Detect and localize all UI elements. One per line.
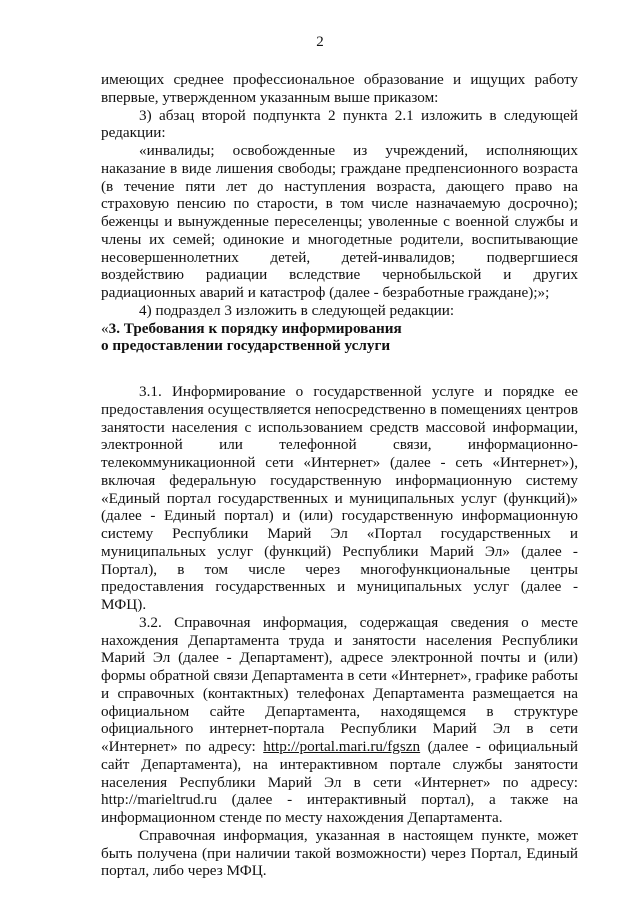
paragraph: 4) подраздел 3 изложить в следующей редакции:	[139, 301, 455, 319]
section-heading-line-2: о предоставлении государственной услуги	[101, 337, 391, 355]
paragraph-text: (далее - официальный сайт Департамента), на интерактивном портале службы занятости населения Республики Марий Эл в сети «Интернет» по адресу: http://marieltrud.ru (далее - интерактивный портал), а также на информационном стенде по месту нахождения Департамента.	[101, 738, 578, 826]
paragraph-text: 3.2. Справочная информация, содержащая сведения о месте нахождения Департамента труда и занятости населения Республики Марий Эл (далее - Департамент), адресе электронной почты и (или) формы обратной связи Департамента в сети «Интернет», графике работы и справочных (контактных) телефонах Департамента размещается на официальном сайте Департамента, находящемся в структуре официального интернет-портала Республики Марий Эл в сети «Интернет» по адресу:	[101, 613, 578, 755]
spacer	[101, 355, 578, 383]
paragraph: имеющих среднее профессиональное образование и ищущих работу впервые, утвержденном указанным выше приказом:	[101, 71, 578, 106]
paragraph: 3) абзац второй подпункта 2 пункта 2.1 изложить в следующей редакции:	[101, 106, 578, 142]
paragraph	[101, 614, 578, 827]
document-body	[101, 71, 578, 880]
section-heading	[101, 320, 578, 338]
paragraph: «инвалиды; освобожденные из учреждений, исполняющих наказание в виде лишения свободы; граждане предпенсионного возраста (в течение пяти лет до наступления возраста, дающего право на страховую пенсию по старости, в том числе назначаемую досрочно); беженцы и вынужденные переселенцы; уволенные с военной службы и члены их семей; одинокие и многодетные родители, воспитывающие несовершеннолетних детей, детей-инвалидов; подвергшиеся воздействию радиации вследствие чернобыльской и других радиационных аварий и катастроф (далее - безработные граждане);»;	[101, 142, 578, 301]
portal-link[interactable]: http://portal.mari.ru/fgszn	[263, 738, 421, 755]
heading-line-1: 3. Требования к порядку информирования	[108, 319, 402, 337]
paragraph: 3.1. Информирование о государственной услуге и порядке ее предоставления осуществляется непосредственно в помещениях центров занятости населения с использованием средств массовой информации, электронной или телефонной связи, информационно-телекоммуникационной сети «Интернет» (далее - сеть «Интернет»), включая федеральную государственную информационную систему «Единый портал государственных и муниципальных услуг (функций)» (далее - Единый портал) и (или) государственную информационную систему Республики Марий Эл «Портал государственных и муниципальных услуг (функций) Республики Марий Эл» (далее - Портал), в том числе через многофункциональные центры предоставления государственных и муниципальных услуг (далее - МФЦ).	[101, 383, 578, 613]
heading-quote: «	[101, 319, 109, 337]
paragraph: Справочная информация, указанная в настоящем пункте, может быть получена (при наличии такой возможности) через Портал, Единый портал, либо через МФЦ.	[101, 826, 578, 880]
page-number: 2	[316, 34, 324, 50]
